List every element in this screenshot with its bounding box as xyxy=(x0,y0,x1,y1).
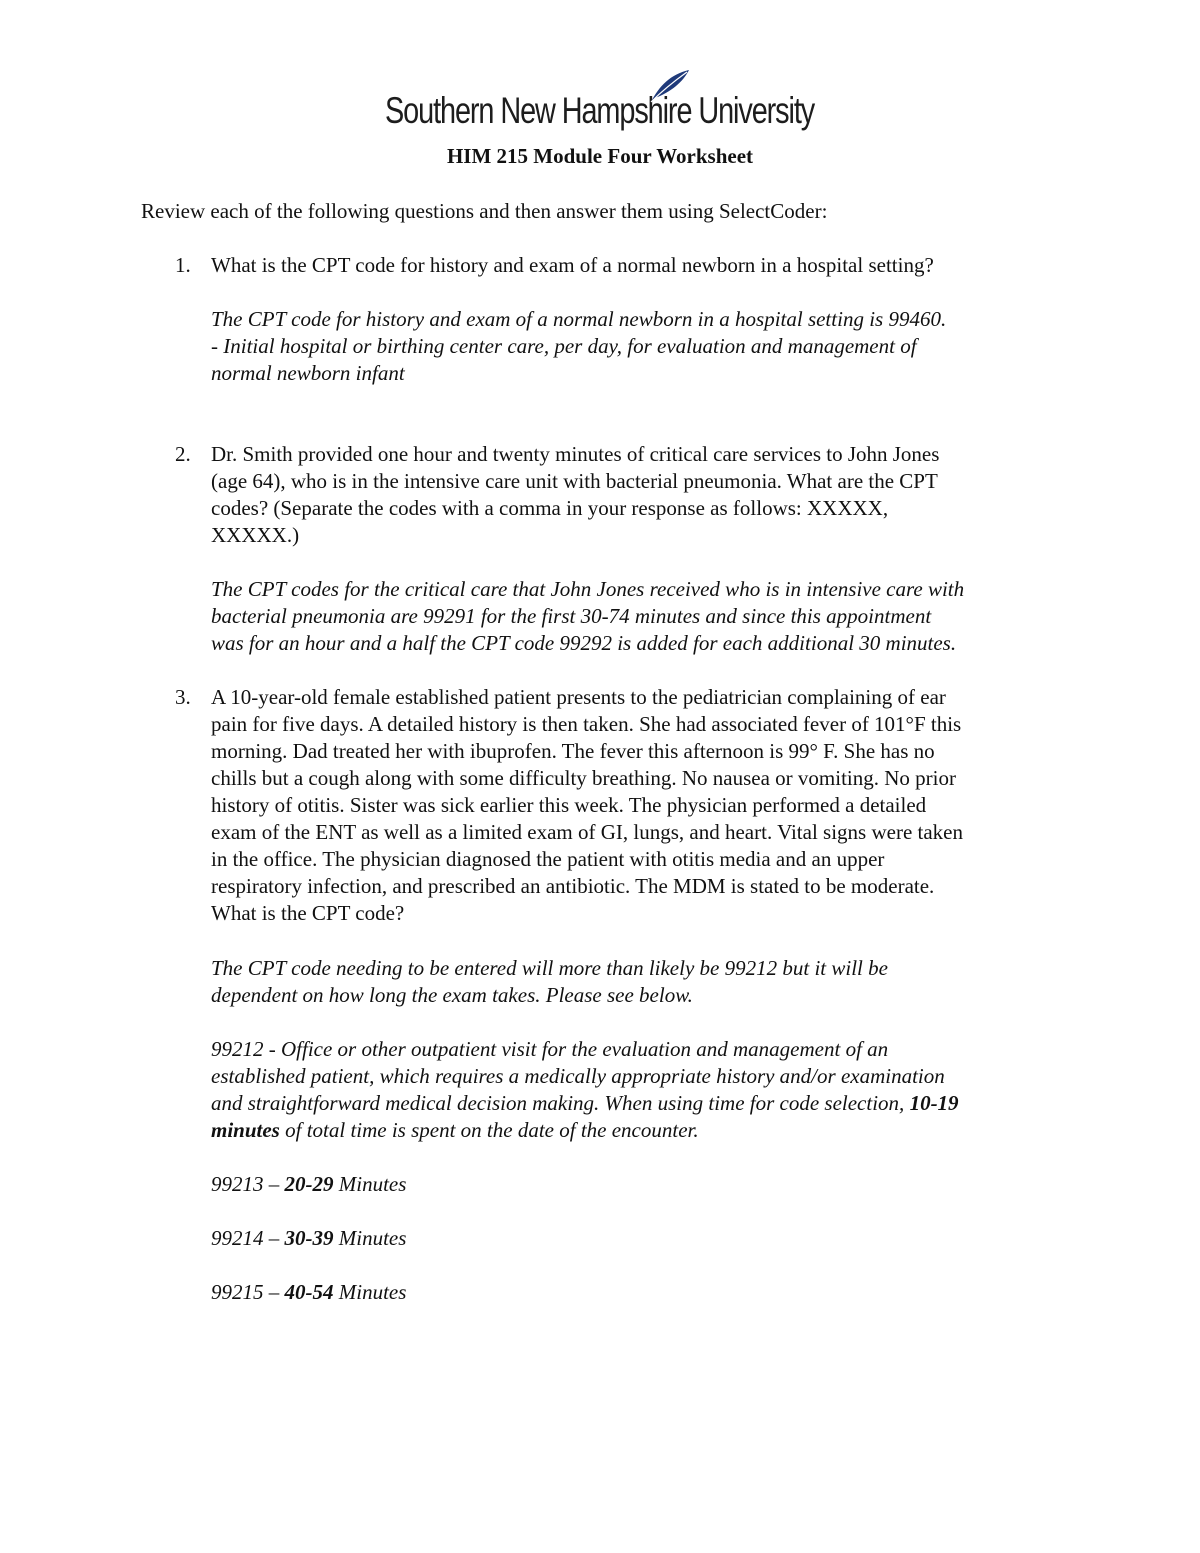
feather-icon xyxy=(647,68,691,104)
question-1-line: What is the CPT code for history and exam of a normal newborn in a hospital setting? xyxy=(211,253,934,277)
time-range-bold: 10-19 xyxy=(909,1091,959,1115)
code-label: 99215 – xyxy=(211,1280,280,1304)
question-3-line: A 10-year-old female established patient presents to the pediatrician complaining of ear xyxy=(211,685,946,709)
code-detail-text: of total time is spent on the date of the encounter. xyxy=(285,1118,699,1142)
logo-text: Southern New Hampshire University xyxy=(385,90,815,131)
answer-3-line: dependent on how long the exam takes. Please see below. xyxy=(211,983,693,1007)
code-time-row xyxy=(211,1279,406,1306)
code-time-row xyxy=(211,1171,406,1198)
code-time-row xyxy=(211,1225,406,1252)
question-3-line: respiratory infection, and prescribed an antibiotic. The MDM is stated to be moderate. xyxy=(211,874,935,898)
question-2-line: codes? (Separate the codes with a comma in your response as follows: XXXXX, xyxy=(211,496,889,520)
code-detail-line xyxy=(211,1090,959,1117)
time-unit-bold: minutes xyxy=(211,1118,280,1142)
code-detail-text: and straightforward medical decision making. When using time for code selection, xyxy=(211,1091,905,1115)
question-number: 1. xyxy=(175,253,191,277)
code-detail-line: established patient, which requires a medically appropriate history and/or examination xyxy=(211,1064,945,1088)
code-unit: Minutes xyxy=(338,1280,407,1304)
answer-3-line: The CPT code needing to be entered will more than likely be 99212 but it will be xyxy=(211,956,888,980)
question-number: 2. xyxy=(175,442,191,466)
question-3-line: history of otitis. Sister was sick earlier this week. The physician performed a detailed xyxy=(211,793,927,817)
answer-1-line: normal newborn infant xyxy=(211,361,405,385)
question-number: 3. xyxy=(175,685,191,709)
question-3-line: chills but a cough along with some difficulty breathing. No nausea or vomiting. No prior xyxy=(211,766,956,790)
question-3-line: in the office. The physician diagnosed the patient with otitis media and an upper xyxy=(211,847,885,871)
code-range: 30-39 xyxy=(284,1226,334,1250)
code-detail-line xyxy=(211,1117,699,1144)
intro-text: Review each of the following questions and then answer them using SelectCoder: xyxy=(141,199,828,223)
code-unit: Minutes xyxy=(338,1172,407,1196)
question-3-line: morning. Dad treated her with ibuprofen. The fever this afternoon is 99° F. She has no xyxy=(211,739,935,763)
code-label: 99213 – xyxy=(211,1172,280,1196)
question-2-line: Dr. Smith provided one hour and twenty minutes of critical care services to John Jones xyxy=(211,442,940,466)
page-title: HIM 215 Module Four Worksheet xyxy=(446,144,754,168)
code-label: 99214 – xyxy=(211,1226,280,1250)
answer-2-line: bacterial pneumonia are 99291 for the first 30-74 minutes and since this appointment xyxy=(211,604,932,628)
question-2-line: (age 64), who is in the intensive care unit with bacterial pneumonia. What are the CPT xyxy=(211,469,938,493)
answer-2-line: was for an hour and a half the CPT code 99292 is added for each additional 30 minutes. xyxy=(211,631,957,655)
answer-2-line: The CPT codes for the critical care that John Jones received who is in intensive care with xyxy=(211,577,965,601)
question-2-line: XXXXX.) xyxy=(211,523,300,547)
code-range: 40-54 xyxy=(284,1280,334,1304)
code-range: 20-29 xyxy=(284,1172,334,1196)
question-3-line: What is the CPT code? xyxy=(211,901,405,925)
answer-1-line: - Initial hospital or birthing center care, per day, for evaluation and management of xyxy=(211,334,917,358)
question-3-line: pain for five days. A detailed history is then taken. She had associated fever of 101°F this xyxy=(211,712,962,736)
code-detail-line: 99212 - Office or other outpatient visit for the evaluation and management of an xyxy=(211,1037,889,1061)
question-3-line: exam of the ENT as well as a limited exam of GI, lungs, and heart. Vital signs were taken xyxy=(211,820,964,844)
university-logo xyxy=(385,68,825,140)
code-unit: Minutes xyxy=(338,1226,407,1250)
answer-1-line: The CPT code for history and exam of a normal newborn in a hospital setting is 99460. xyxy=(211,307,947,331)
